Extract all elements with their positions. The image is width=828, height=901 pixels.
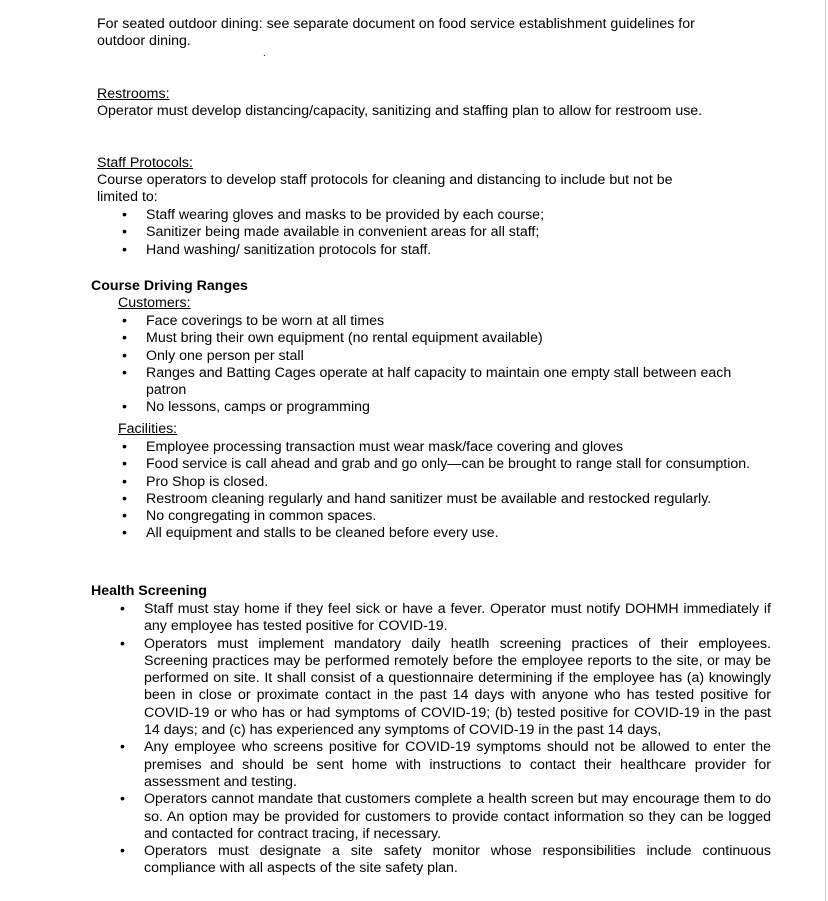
bullet-icon: • bbox=[122, 525, 127, 542]
list-item: • Ranges and Batting Cages operate at half capacity to maintain one empty stall between each patron bbox=[122, 364, 732, 399]
list-item: • Any employee who screens positive for COVID-19 symptoms should not be allowed to enter the premises and should be sent home with instructions to contact their healthcare provider for assessment and testing. bbox=[120, 739, 771, 790]
list-item: • Operators must implement mandatory daily heatlh screening practices of their employees. Screening practices may be performed remotely before the employee reports to the site, or may be performed on site. It shall consist of a questionnaire determining if the employee has (a) knowingly been in close or proximate contact in the past 14 days with anyone who has tested positive for COVID-19 or who has or had symptoms of COVID-19; (b) tested positive for COVID-19 in the past 14 days; and (c) has experienced any symptoms of COVID-19 in the past 14 days, bbox=[120, 635, 771, 739]
page-edge-divider bbox=[825, 0, 826, 901]
bullet-icon: • bbox=[122, 399, 127, 416]
facilities-label: Facilities: bbox=[118, 421, 178, 437]
bullet-icon: • bbox=[120, 635, 125, 652]
restrooms-label: Restrooms: bbox=[97, 86, 170, 102]
bullet-icon: • bbox=[122, 313, 127, 329]
facilities-list bbox=[122, 439, 756, 543]
bullet-icon: • bbox=[122, 456, 127, 473]
staff-protocols-list bbox=[122, 207, 746, 259]
list-item: • Staff wearing gloves and masks to be provided by each course; bbox=[122, 207, 545, 223]
bullet-icon: • bbox=[122, 241, 127, 258]
outdoor-dining-note: For seated outdoor dining: see separate document on food service establishment guidelines for outdoor dining. bbox=[97, 16, 695, 50]
list-item: • All equipment and stalls to be cleaned before every use. bbox=[122, 525, 499, 542]
bullet-icon: • bbox=[122, 207, 127, 223]
bullet-icon: • bbox=[120, 791, 125, 808]
bullet-icon: • bbox=[120, 601, 125, 617]
list-item: • Food service is call ahead and grab and go only—can be brought to range stall for consumption. bbox=[122, 456, 751, 473]
list-item: • Pro Shop is closed. bbox=[122, 473, 269, 490]
list-item: • Only one person per stall bbox=[122, 347, 304, 364]
customers-label: Customers: bbox=[118, 295, 191, 311]
customers-list bbox=[122, 313, 771, 417]
bullet-icon: • bbox=[122, 490, 127, 507]
list-item: • No congregating in common spaces. bbox=[122, 508, 377, 525]
bullet-icon: • bbox=[122, 508, 127, 525]
list-item: • Employee processing transaction must wear mask/face covering and gloves bbox=[122, 439, 624, 455]
bullet-icon: • bbox=[120, 739, 125, 756]
staff-protocols-text: Course operators to develop staff protocols for cleaning and distancing to include but not be limited to: bbox=[97, 172, 673, 206]
health-screening-heading: Health Screening bbox=[91, 583, 207, 599]
list-item: • Face coverings to be worn at all times bbox=[122, 313, 385, 329]
list-item: • Restroom cleaning regularly and hand sanitizer must be available and restocked regularly. bbox=[122, 490, 712, 507]
bullet-icon: • bbox=[122, 224, 127, 241]
stray-mark: . bbox=[263, 48, 266, 59]
bullet-icon: • bbox=[122, 364, 127, 381]
list-item: • Hand washing/ sanitization protocols for staff. bbox=[122, 241, 432, 258]
list-item: • Sanitizer being made available in convenient areas for all staff; bbox=[122, 224, 540, 241]
bullet-icon: • bbox=[122, 439, 127, 455]
bullet-icon: • bbox=[122, 473, 127, 490]
staff-protocols-label: Staff Protocols: bbox=[97, 155, 193, 171]
health-screening-list bbox=[120, 601, 771, 878]
list-item: • Operators cannot mandate that customers complete a health screen but may encourage them to do so. An option may be provided for customers to provide contact information so they can be logged and contacted for contract tracing, if necessary. bbox=[120, 791, 771, 842]
bullet-icon: • bbox=[122, 330, 127, 347]
list-item: • Operators must designate a site safety monitor whose responsibilities include continuous compliance with all aspects of the site safety plan. bbox=[120, 843, 771, 877]
list-item: • Must bring their own equipment (no rental equipment available) bbox=[122, 330, 543, 347]
list-item: • No lessons, camps or programming bbox=[122, 399, 370, 416]
restrooms-text: Operator must develop distancing/capacity, sanitizing and staffing plan to allow for restroom use. bbox=[97, 103, 703, 119]
bullet-icon: • bbox=[120, 843, 125, 860]
bullet-icon: • bbox=[122, 347, 127, 364]
list-item: • Staff must stay home if they feel sick or have a fever. Operator must notify DOHMH immediately if any employee has tested positive for COVID-19. bbox=[120, 601, 771, 635]
driving-ranges-heading: Course Driving Ranges bbox=[91, 278, 248, 294]
